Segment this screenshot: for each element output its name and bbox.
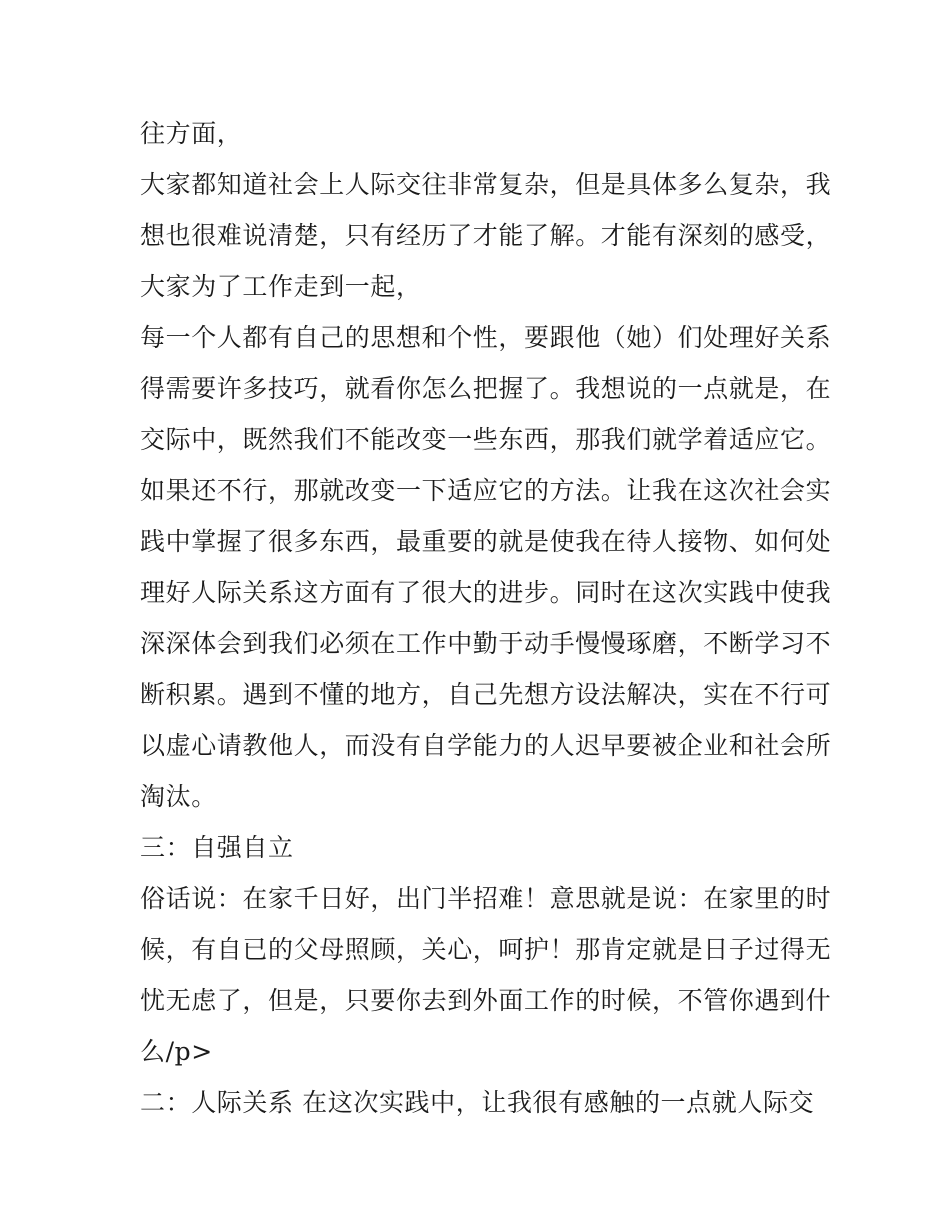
text-line: 深深体会到我们必须在工作中勤于动手慢慢琢磨，不断学习不	[140, 629, 832, 658]
text-line: 淘汰。	[140, 782, 217, 811]
body-text	[140, 108, 832, 1128]
text-line: 二：人际关系 在这次实践中，让我很有感触的一点就人际交	[140, 1088, 815, 1117]
text-line: 每一个人都有自己的思想和个性，要跟他（她）们处理好关系	[140, 323, 832, 352]
section-heading: 三：自强自立	[140, 833, 294, 862]
text-line: 以虚心请教他人，而没有自学能力的人迟早要被企业和社会所	[140, 731, 832, 760]
text-line: 俗话说：在家千日好，出门半招难！意思就是说：在家里的时	[140, 884, 832, 913]
text-line: 断积累。遇到不懂的地方，自己先想方设法解决，实在不行可	[140, 680, 832, 709]
text-line: 候，有自已的父母照顾，关心，呵护！那肯定就是日子过得无	[140, 935, 832, 964]
text-line: 践中掌握了很多东西，最重要的就是使我在待人接物、如何处	[140, 527, 832, 556]
text-line: 大家都知道社会上人际交往非常复杂，但是具体多么复杂，我	[140, 170, 832, 199]
text-line: 理好人际关系这方面有了很大的进步。同时在这次实践中使我	[140, 578, 832, 607]
text-line: 如果还不行，那就改变一下适应它的方法。让我在这次社会实	[140, 476, 832, 505]
text-line: 想也很难说清楚，只有经历了才能了解。才能有深刻的感受，	[140, 221, 832, 250]
text-line: 往方面，	[140, 119, 243, 148]
text-line: 交际中，既然我们不能改变一些东西，那我们就学着适应它。	[140, 425, 832, 454]
text-line: 得需要许多技巧，就看你怎么把握了。我想说的一点就是，在	[140, 374, 832, 403]
text-line: 大家为了工作走到一起，	[140, 272, 422, 301]
text-line: 忧无虑了，但是，只要你去到外面工作的时候，不管你遇到什	[140, 986, 832, 1015]
text-line: 么/p>	[140, 1037, 213, 1066]
